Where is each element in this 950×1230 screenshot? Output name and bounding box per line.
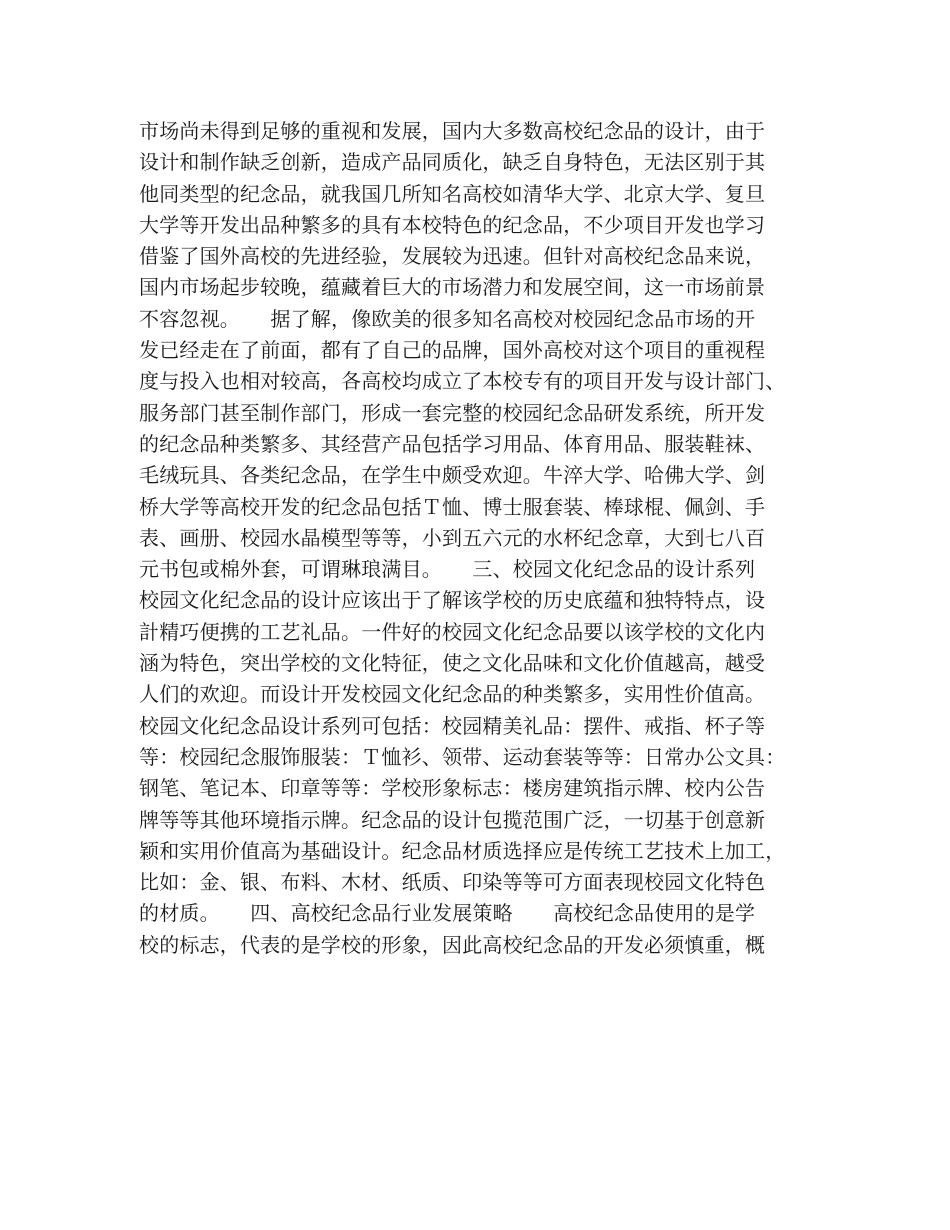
text-line: 計精巧便携的工艺礼品。一件好的校园文化纪念品要以该学校的文化内 xyxy=(139,619,766,644)
text-line: 他同类型的纪念品，就我国几所知名高校如清华大学、北京大学、复旦 xyxy=(139,181,766,206)
text-line: 校园文化纪念品的设计应该出于了解该学校的历史底蕴和独特特点，设 xyxy=(139,588,766,613)
text-line: 校的标志，代表的是学校的形象，因此高校纪念品的开发必须慎重，概 xyxy=(139,932,766,957)
text-line: 服务部门甚至制作部门，形成一套完整的校园纪念品研发系统，所开发 xyxy=(139,400,766,425)
text-line: 颖和实用价值高为基础设计。纪念品材质选择应是传统工艺技术上加工， xyxy=(139,838,786,863)
text-line: 涵为特色，突出学校的文化特征，使之文化品味和文化价值越高，越受 xyxy=(139,651,766,676)
text-line: 度与投入也相对较高，各高校均成立了本校专有的项目开发与设计部门、 xyxy=(139,369,786,394)
text-line: 牌等等其他环境指示牌。纪念品的设计包揽范围广泛，一切基于创意新 xyxy=(139,807,766,832)
text-line: 人们的欢迎。而设计开发校园文化纪念品的种类繁多，实用性价值高。 xyxy=(139,682,766,707)
text-line: 表、画册、校园水晶模型等等，小到五六元的水杯纪念章，大到七八百 xyxy=(139,525,766,550)
text-line: 不容忽视。 据了解，像欧美的很多知名高校对校园纪念品市场的开 xyxy=(139,306,756,331)
text-line: 国内市场起步较晚，蕴藏着巨大的市场潜力和发展空间，这一市场前景 xyxy=(139,275,766,300)
text-line: 桥大学等高校开发的纪念品包括Ｔ恤、博士服套装、棒球棍、佩剑、手 xyxy=(139,494,766,519)
text-line: 等：校园纪念服饰服装：Ｔ恤衫、领带、运动套装等等：日常办公文具： xyxy=(139,744,786,769)
text-line: 毛绒玩具、各类纪念品，在学生中颇受欢迎。牛淬大学、哈佛大学、剑 xyxy=(139,463,766,488)
text-line: 元书包或棉外套，可谓琳琅满目。 三、校园文化纪念品的设计系列 xyxy=(139,557,756,582)
text-line: 比如：金、银、布料、木材、纸质、印染等等可方面表现校园文化特色 xyxy=(139,870,766,895)
text-line: 市场尚未得到足够的重视和发展，国内大多数高校纪念品的设计，由于 xyxy=(139,119,766,143)
text-line: 钢笔、笔记本、印章等等：学校形象标志：楼房建筑指示牌、校内公告 xyxy=(139,776,766,801)
text-line: 的纪念品种类繁多、其经营产品包括学习用品、体育用品、服装鞋袜、 xyxy=(139,431,766,456)
text-line: 发已经走在了前面，都有了自己的品牌，国外高校对这个项目的重视程 xyxy=(139,338,766,363)
body-text xyxy=(139,116,829,961)
text-line: 设计和制作缺乏创新，造成产品同质化，缺乏自身特色，无法区别于其 xyxy=(139,150,766,175)
text-line: 借鉴了国外高校的先进经验，发展较为迅速。但针对高校纪念品来说， xyxy=(139,244,766,269)
text-line: 校园文化纪念品设计系列可包括：校园精美礼品：摆件、戒指、杯子等 xyxy=(139,713,766,738)
text-line: 的材质。 四、高校纪念品行业发展策略 高校纪念品使用的是学 xyxy=(139,901,756,926)
text-line: 大学等开发出品种繁多的具有本校特色的纪念品，不少项目开发也学习 xyxy=(139,212,766,237)
